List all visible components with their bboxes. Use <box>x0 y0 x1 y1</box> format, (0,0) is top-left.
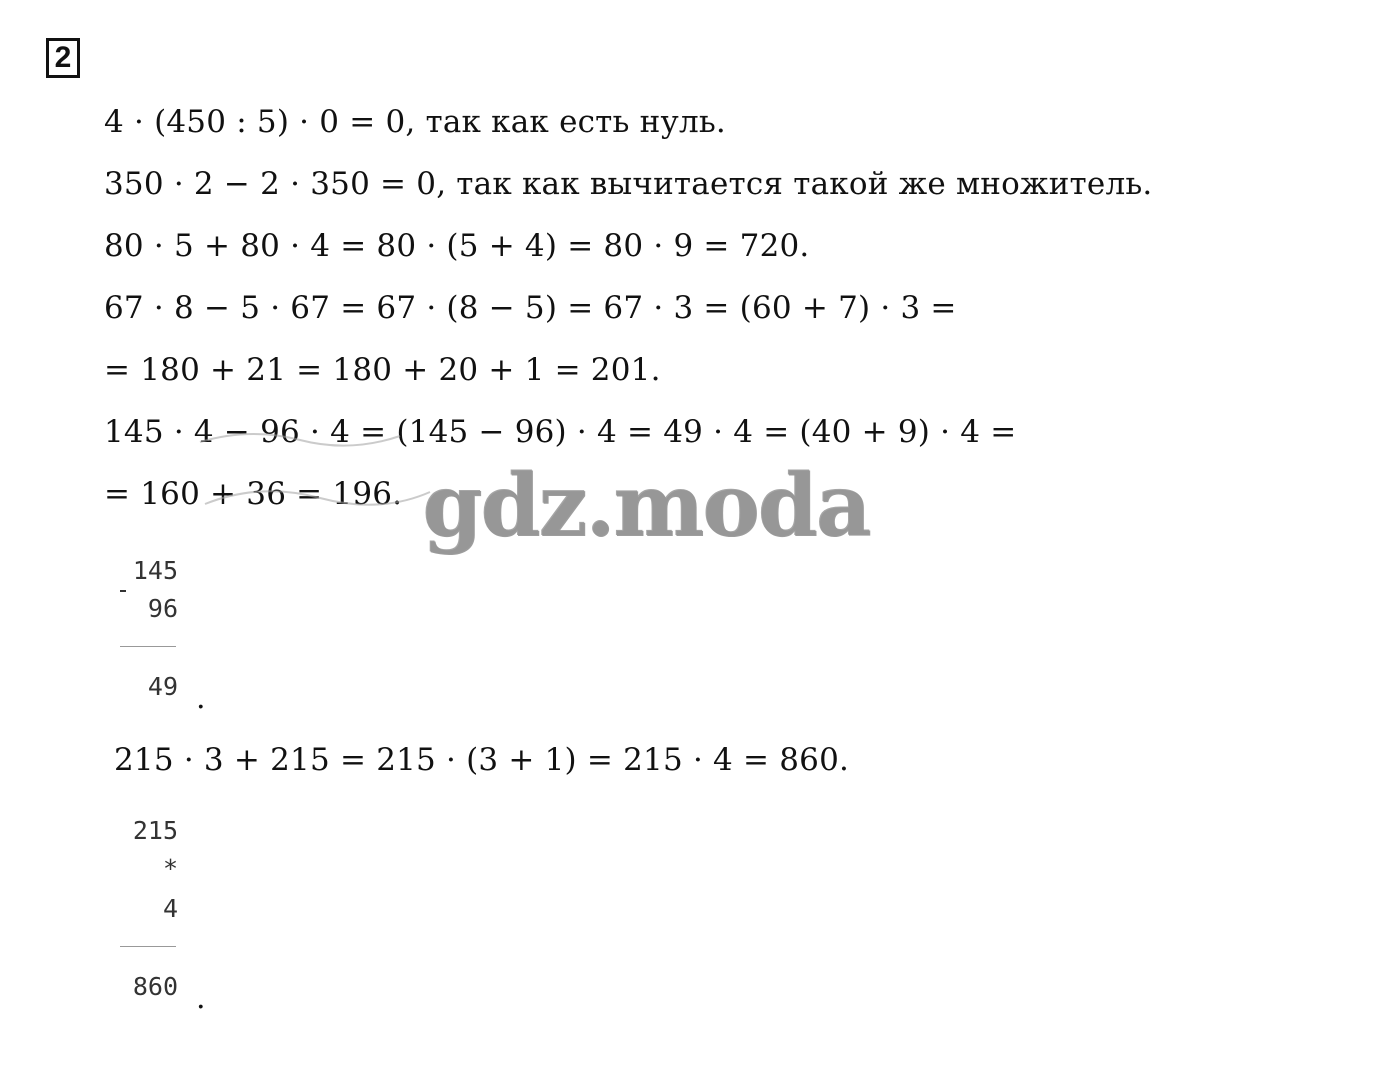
product: 860 <box>132 972 178 1001</box>
solution-line-8: 215 · 3 + 215 = 215 · (3 + 1) = 215 · 4 = 860. <box>114 742 850 778</box>
column-rule <box>120 646 176 647</box>
multiplier: 4 <box>162 894 178 923</box>
solution-line-1: 4 · (450 : 5) · 0 = 0, так как есть нуль. <box>104 104 726 140</box>
solution-line-5: = 180 + 21 = 180 + 20 + 1 = 201. <box>104 352 661 388</box>
column-subtraction <box>120 554 178 714</box>
watermark-logo: gdz.moda <box>422 455 870 556</box>
solution-line-7: = 160 + 36 = 196. <box>104 476 403 512</box>
multiplication-trailing-dot: . <box>196 981 206 1016</box>
multiplicand: 215 <box>132 816 178 845</box>
minus-sign-icon <box>120 590 126 592</box>
minuend: 145 <box>132 556 178 585</box>
subtraction-trailing-dot: . <box>196 681 206 716</box>
column-rule <box>120 946 176 947</box>
solution-line-6: 145 · 4 − 96 · 4 = (145 − 96) · 4 = 49 · 4 = (40 + 9) · 4 = <box>104 414 1017 450</box>
solution-line-4: 67 · 8 − 5 · 67 = 67 · (8 − 5) = 67 · 3 = (60 + 7) · 3 = <box>104 290 957 326</box>
difference: 49 <box>147 672 178 701</box>
task-number: 2 <box>54 41 72 74</box>
column-multiplication <box>120 814 178 1004</box>
subtrahend: 96 <box>147 594 178 623</box>
solution-line-2: 350 · 2 − 2 · 350 = 0, так как вычитается такой же множитель. <box>104 166 1153 202</box>
solution-line-3: 80 · 5 + 80 · 4 = 80 · (5 + 4) = 80 · 9 = 720. <box>104 228 810 264</box>
task-number-box <box>46 38 80 78</box>
multiply-operator: * <box>162 854 178 883</box>
